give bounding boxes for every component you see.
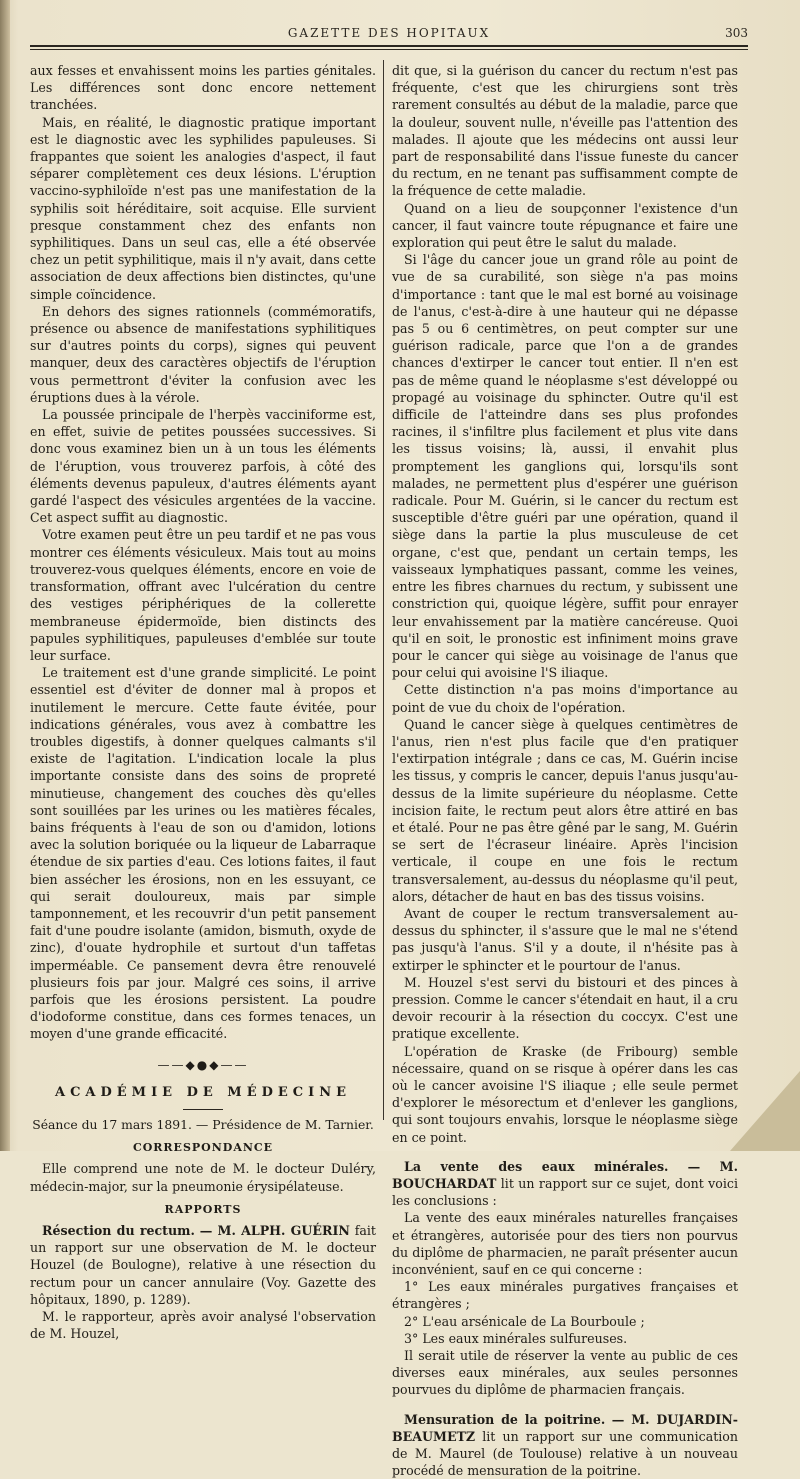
page-header (30, 24, 748, 46)
paragraph: Cette distinction n'a pas moins d'importance au point de vue du choix de l'opération. (392, 682, 738, 715)
header-rule-thin (30, 49, 748, 50)
paragraph: En dehors des signes rationnels (commémoratifs, présence ou absence de manifestations syphilitiques sur d'autres points du corps), signes qui peuvent manquer, deux des caractères objectifs de l'éruption vous permettront d'éviter la confusion avec les éruptions dues à la vérole. (30, 303, 376, 405)
section-ornament: ——◆●◆—— (157, 1057, 249, 1072)
report-chest (392, 1411, 738, 1479)
paragraph: M. Houzel s'est servi du bistouri et des pinces à pression. Comme le cancer s'étendait en haut, il a cru devoir recourir à la résection du coccyx. C'est une pratique excellente. (392, 974, 738, 1042)
right-column (392, 62, 738, 1479)
column-divider (383, 60, 384, 1120)
list-item: 2° L'eau arsénicale de La Bourboule ; (404, 1313, 645, 1329)
paragraph: La poussée principale de l'herpès vacciniforme est, en effet, suivie de petites poussées successives. Si donc vous examinez bien un à un tous les éléments de l'éruption, vous trouverez parfois, à côté des éléments devenus papuleux, d'autres éléments ayant gardé l'aspect des vésicules argentées de la vaccine. Cet aspect suffit au diagnostic. (30, 407, 376, 526)
list-item: 3° Les eaux minérales sulfureuses. (404, 1330, 628, 1346)
paragraph: Il serait utile de réserver la vente au public de ces diverses eaux minérales, aux seules personnes pourvues du diplôme de pharmacien français. (392, 1348, 738, 1398)
paragraph: Si l'âge du cancer joue un grand rôle au point de vue de sa curabilité, son siège n'a pas moins d'importance : tant que le mal est borné au voisinage de l'anus, c'est-à-dire à une hauteur qui ne dépasse pas 5 ou 6 centimètres, on peut compter sur une guérison radicale, parce que l'on a de grandes chances d'extirper le cancer tout entier. Il n'en est pas de même quand le néoplasme s'est développé ou propagé au voisinage du sphincter. Outre qu'il est difficile de l'atteindre dans ses plus profondes racines, il s'infiltre plus facilement et plus vite dans les tissus voisins; là, aussi, il envahit plus promptement les ganglions qui, lorsqu'ils sont malades, ne permettent plus d'espérer une guérison radicale. Pour M. Guérin, si le cancer du rectum est susceptible d'être guéri par une opération, quand il siège dans la partie la plus musculeuse de cet organe, c'est que, pendant un certain temps, les vaisseaux lymphatiques passant, comme les veines, entre les fibres charnues du rectum, y subissent une constriction qui, quoique légère, suffit pour enrayer leur envahissement par la matière cancéreuse. Quoi qu'il en soit, le pronostic est infiniment moins grave pour le cancer qui siège au voisinage de l'anus que pour celui qui avoisine l'S iliaque. (392, 252, 738, 681)
report-waters (392, 1158, 738, 1210)
report-title: La vente des eaux minérales. (404, 1158, 669, 1174)
list-item: 1° Les eaux minérales purgatives françaises et étrangères ; (392, 1279, 738, 1312)
report-text: lit un rapport sur ce sujet, dont voici les conclusions : (392, 1176, 738, 1209)
report-author: — M. ALPH. GUÉRIN (199, 1223, 350, 1238)
paragraph: Elle comprend une note de M. le docteur Duléry, médecin-major, sur la pneumonie érysipélateuse. (30, 1161, 376, 1194)
short-rule (183, 1109, 223, 1110)
paragraph: Votre examen peut être un peu tardif et ne pas vous montrer ces éléments vésiculeux. Mais tout au moins trouverez-vous quelques éléments, encore en voie de transformation, offrant avec l'ulcération du centre des vestiges périphériques de la collerette membraneuse épidermoïde, bien distincts des papules syphilitiques, papuleuses d'emblée sur toute leur surface. (30, 527, 376, 663)
report-author: — M. DUJARDIN-BEAUMETZ (392, 1411, 738, 1444)
paragraph: M. le rapporteur, après avoir analysé l'observation de M. Houzel, (30, 1309, 376, 1342)
subhead-correspondence: CORRESPONDANCE (132, 1141, 274, 1155)
paragraph: Quand on a lieu de soupçonner l'existence d'un cancer, il faut vaincre toute répugnance et faire une exploration qui peut être le salut du malade. (392, 200, 738, 251)
binding-edge (0, 0, 10, 1151)
report-text: fait un rapport sur une observation de M. le docteur Houzel (de Boulogne), relative à une résection du rectum pour un cancer annulaire (Voy. Gazette des hôpitaux, 1890, p. 1289). (30, 1223, 376, 1307)
paragraph: La vente des eaux minérales naturelles françaises et étrangères, autorisée pour des tiers non pourvus du diplôme de pharmacien, ne paraît présenter aucun inconvénient, sauf en ce qui concerne : (392, 1210, 738, 1278)
paragraph: L'opération de Kraske (de Fribourg) semble nécessaire, quand on se risque à opérer dans les cas où le cancer avoisine l'S iliaque ; elle seule permet d'explorer le mésorectum et d'enlever les ganglions, qui sont toujours envahis, lorsque le néoplasme siège en ce point. (392, 1043, 738, 1145)
paragraph: Le traitement est d'une grande simplicité. Le point essentiel est d'éviter de donner mal à propos et inutilement le mercure. Cette faute évitée, pour indications générales, vous avez à combattre les troubles digestifs, à donner quelques calmants s'il existe de l'agitation. L'indication locale la plus importante consiste dans des soins de propreté minutieuse, changement des couches dès qu'elles sont souillées par les urines ou les matières fécales, bains fréquents à l'eau de son ou d'amidon, lotions avec la solution boriquée ou la liqueur de Labarraque étendue de six parties d'eau. Ces lotions faites, il faut bien assécher les érosions, non en les essuyant, ce qui serait douloureux, mais par simple tamponnement, et les recouvrir d'un petit pansement fait d'une poudre isolante (amidon, bismuth, oxyde de zinc), d'ouate hydrophile et surtout d'un taffetas imperméable. Ce pansement devra être renouvelé plusieurs fois par jour. Malgré ces soins, il arrive parfois que les érosions persistent. La poudre d'iodoforme constitue, dans ces formes tenaces, un moyen d'une grande efficacité. (30, 665, 376, 1042)
subhead-reports: RAPPORTS (164, 1202, 242, 1216)
page-number: 303 (725, 26, 748, 40)
left-column (30, 62, 376, 1342)
paragraph: Mais, en réalité, le diagnostic pratique important est le diagnostic avec les syphilides papuleuses. Si frappantes que soient les analogies d'aspect, il faut séparer complètement ces deux lésions. L'éruption vaccino-syphiloïde n'est pas une manifestation de la syphilis soit héréditaire, soit acquise. Elle survient presque constamment chez des enfants non syphilitiques. Dans un seul cas, elle a été observée chez un petit syphilitique, mais il n'y avait, dans cette association de deux affections bien distinctes, qu'une simple coïncidence. (30, 114, 376, 302)
page-corner-fold (730, 1071, 800, 1151)
running-title: GAZETTE DES HOPITAUX (287, 26, 491, 40)
report-author: — M. BOUCHARDAT (392, 1158, 738, 1191)
section-title: ACADÉMIE DE MÉDECINE (54, 1084, 351, 1100)
header-rule (30, 45, 748, 47)
paragraph: aux fesses et envahissent moins les parties génitales. Les différences sont donc encore nettement tranchées. (30, 63, 376, 113)
report-resection (30, 1222, 376, 1308)
session-line: Séance du 17 mars 1891. — Présidence de M. Tarnier. (32, 1116, 374, 1132)
paragraph: dit que, si la guérison du cancer du rectum n'est pas fréquente, c'est que les chirurgiens sont très rarement consultés au début de la maladie, parce que la douleur, souvent nulle, n'éveille pas l'attention des malades. Il ajoute que les médecins ont aussi leur part de responsabilité dans l'issue funeste du cancer du rectum, en ne tenant pas suffisamment compte de la fréquence de cette maladie. (392, 63, 738, 199)
report-title: Résection du rectum. (42, 1223, 195, 1238)
paragraph: Quand le cancer siège à quelques centimètres de l'anus, rien n'est plus facile que d'en pratiquer l'extirpation intégrale ; dans ce cas, M. Guérin incise les tissus, y compris le cancer, depuis l'anus jusqu'au-dessus de la limite supérieure du néoplasme. Cette incision faite, le rectum peut alors être attiré en bas et étalé. Pour ne pas être gêné par le sang, M. Guérin se sert de l'écraseur linéaire. Après l'incision verticale, il coupe en une fois le rectum transversalement, au-dessus du néoplasme qu'il peut, alors, détacher de haut en bas des tissus voisins. (392, 716, 738, 904)
report-title: Mensuration de la poitrine. (404, 1411, 606, 1427)
report-text: lit un rapport sur une communication de M. Maurel (de Toulouse) relative à un nouveau procédé de mensuration de la poitrine. (392, 1428, 738, 1479)
paragraph: Avant de couper le rectum transversalement au-dessus du sphincter, il s'assure que le mal ne s'étend pas jusqu'à l'anus. S'il y a doute, il n'hésite pas à extirper le sphincter et le pourtour de l'anus. (392, 905, 738, 973)
